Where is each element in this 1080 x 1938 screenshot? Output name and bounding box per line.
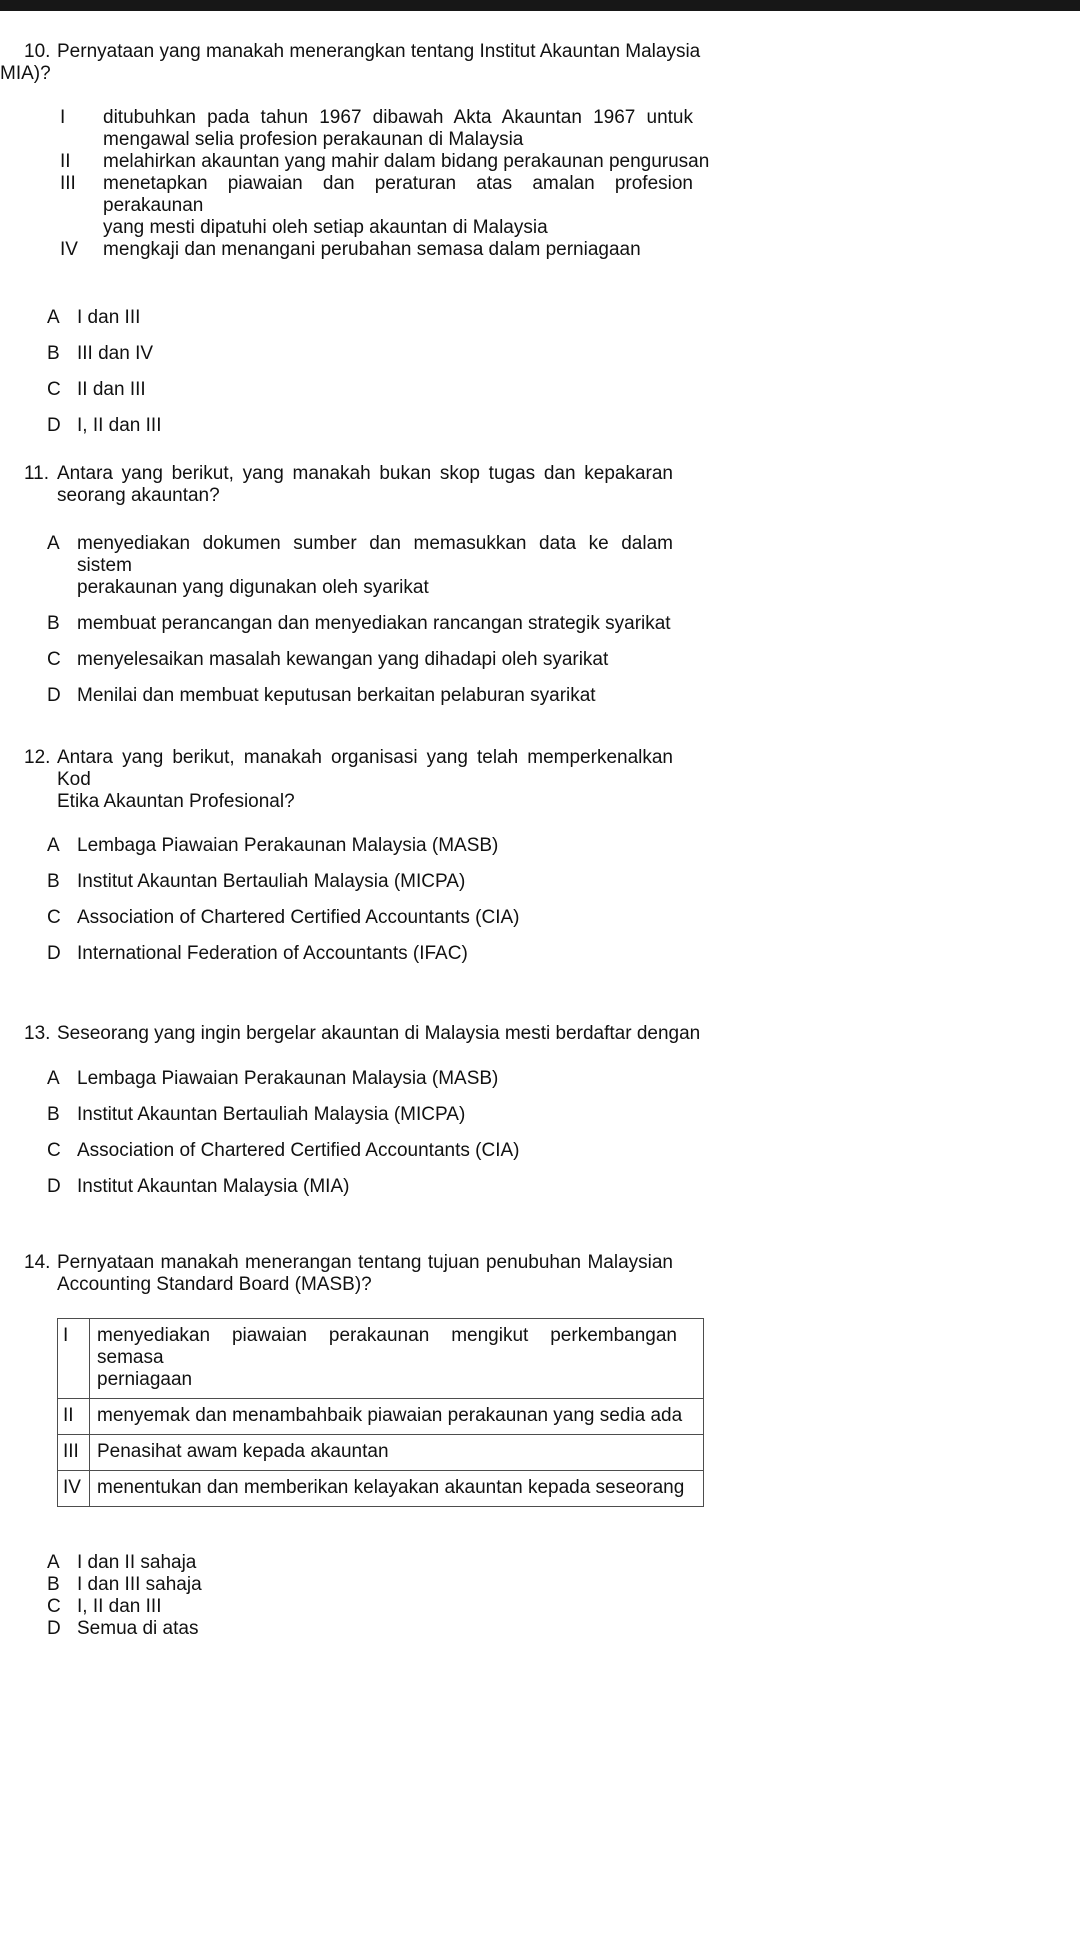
option-text xyxy=(77,835,673,857)
statement-text-line: yang mesti dipatuhi oleh setiap akauntan di Malaysia xyxy=(103,217,548,238)
question-text xyxy=(57,463,673,507)
option-text-line: II dan III xyxy=(77,379,146,400)
question-text-line: Pernyataan yang manakah menerangkan tentang Institut Akauntan Malaysia xyxy=(57,41,701,62)
question-number: 10. xyxy=(24,41,51,62)
question-text-line: seorang akauntan? xyxy=(57,485,220,506)
statements-table xyxy=(57,1318,704,1507)
option-row xyxy=(47,1104,1080,1126)
options-list xyxy=(47,1552,1080,1640)
statement-text-line: menentukan dan memberikan kelayakan akauntan kepada seseorang xyxy=(97,1477,685,1498)
statement-text xyxy=(90,1435,704,1471)
option-letter: B xyxy=(47,871,60,892)
question-block xyxy=(24,1252,1080,1640)
option-row xyxy=(47,1618,1080,1640)
option-letter: B xyxy=(47,1574,60,1595)
statement-text-line: perniagaan xyxy=(97,1369,193,1390)
option-row xyxy=(47,871,1080,893)
question-header xyxy=(24,463,1080,507)
statement-text-line: ditubuhkan pada tahun 1967 dibawah Akta Akauntan 1967 untuk xyxy=(103,107,693,128)
question-number: 11. xyxy=(24,463,50,484)
option-text xyxy=(77,533,673,599)
question-text-line: Antara yang berikut, manakah organisasi yang telah memperkenalkan Kod xyxy=(57,747,673,790)
option-text-line: Menilai dan membuat keputusan berkaitan pelaburan syarikat xyxy=(77,685,596,706)
option-letter: C xyxy=(47,1596,61,1617)
option-row xyxy=(47,1596,1080,1618)
question-text xyxy=(57,41,701,63)
statement-numeral: II xyxy=(58,1399,90,1435)
question-header xyxy=(24,1252,1080,1296)
statement-text xyxy=(103,173,693,239)
option-text xyxy=(77,379,673,401)
option-text xyxy=(77,649,673,671)
question-text xyxy=(57,1252,673,1296)
option-text-line: Semua di atas xyxy=(77,1618,199,1639)
statement-text-line: menetapkan piawaian dan peraturan atas amalan profesion perakaunan xyxy=(103,173,693,216)
statement-row xyxy=(60,151,1080,173)
option-text-line: menyelesaikan masalah kewangan yang dihadapi oleh syarikat xyxy=(77,649,609,670)
question-block xyxy=(24,463,1080,707)
statement-text xyxy=(90,1471,704,1507)
option-text xyxy=(77,613,673,635)
question-header xyxy=(24,747,1080,813)
option-letter: A xyxy=(47,533,60,554)
statement-text xyxy=(103,239,693,261)
questions-area xyxy=(0,11,1080,1640)
statement-text xyxy=(103,151,710,173)
statements-table-row xyxy=(58,1471,704,1507)
option-text xyxy=(77,343,673,365)
option-row xyxy=(47,649,1080,671)
statement-text xyxy=(90,1399,704,1435)
statements-table-row xyxy=(58,1319,704,1399)
option-letter: C xyxy=(47,379,61,400)
option-row xyxy=(47,379,1080,401)
option-row xyxy=(47,943,1080,965)
option-text xyxy=(77,1574,673,1596)
options-list xyxy=(47,1068,1080,1198)
option-row xyxy=(47,307,1080,329)
statements-list xyxy=(60,107,1080,261)
option-letter: C xyxy=(47,1140,61,1161)
statement-text xyxy=(103,107,693,151)
statement-numeral: IV xyxy=(58,1471,90,1507)
options-list xyxy=(47,835,1080,965)
option-row xyxy=(47,685,1080,707)
question-text-line: Accounting Standard Board (MASB)? xyxy=(57,1274,372,1295)
option-row xyxy=(47,1140,1080,1162)
question-number: 14. xyxy=(24,1252,51,1273)
option-text-line: perakaunan yang digunakan oleh syarikat xyxy=(77,577,429,598)
options-list xyxy=(47,533,1080,707)
option-text-line: International Federation of Accountants (IFAC) xyxy=(77,943,468,964)
option-text xyxy=(77,871,673,893)
option-text-line: I dan II sahaja xyxy=(77,1552,197,1573)
option-letter: B xyxy=(47,1104,60,1125)
statement-text-line: menyemak dan menambahbaik piawaian perakaunan yang sedia ada xyxy=(97,1405,683,1426)
option-text xyxy=(77,943,673,965)
option-letter: D xyxy=(47,1176,61,1197)
option-text xyxy=(77,1140,673,1162)
option-text-line: Association of Chartered Certified Accountants (CIA) xyxy=(77,1140,520,1161)
question-text-line: Seseorang yang ingin bergelar akauntan di Malaysia mesti berdaftar dengan xyxy=(57,1023,701,1044)
statement-text-line: menyediakan piawaian perakaunan mengikut perkembangan semasa xyxy=(97,1325,677,1368)
question-block xyxy=(24,747,1080,965)
option-text-line: Lembaga Piawaian Perakaunan Malaysia (MASB) xyxy=(77,835,499,856)
option-text-line: I, II dan III xyxy=(77,1596,162,1617)
question-text xyxy=(57,747,673,813)
question-header xyxy=(24,41,1080,63)
option-text xyxy=(77,1176,673,1198)
option-text xyxy=(77,1618,673,1640)
statement-row xyxy=(60,107,1080,151)
option-text-line: III dan IV xyxy=(77,343,154,364)
statement-text xyxy=(90,1319,704,1399)
option-letter: B xyxy=(47,343,60,364)
statement-numeral: I xyxy=(58,1319,90,1399)
option-text-line: Lembaga Piawaian Perakaunan Malaysia (MASB) xyxy=(77,1068,499,1089)
option-letter: A xyxy=(47,1552,60,1573)
statement-numeral: IV xyxy=(60,239,78,260)
statement-text-line: melahirkan akauntan yang mahir dalam bidang perakaunan pengurusan xyxy=(103,151,710,172)
option-row xyxy=(47,1068,1080,1090)
statement-numeral: III xyxy=(58,1435,90,1471)
option-letter: A xyxy=(47,1068,60,1089)
question-text-line: Etika Akauntan Profesional? xyxy=(57,791,295,812)
option-row xyxy=(47,1574,1080,1596)
option-text xyxy=(77,1552,673,1574)
question-header xyxy=(24,1023,1080,1045)
option-row xyxy=(47,613,1080,635)
option-letter: D xyxy=(47,1618,61,1639)
question-text-line: Pernyataan manakah menerangan tentang tujuan penubuhan Malaysian xyxy=(57,1252,673,1273)
option-text xyxy=(77,415,673,437)
question-block xyxy=(24,1023,1080,1198)
statement-numeral: I xyxy=(60,107,66,128)
option-row xyxy=(47,1176,1080,1198)
option-letter: A xyxy=(47,307,60,328)
option-row xyxy=(47,907,1080,929)
statement-row xyxy=(60,239,1080,261)
option-letter: C xyxy=(47,907,61,928)
option-text xyxy=(77,685,673,707)
top-bar xyxy=(0,0,1080,11)
statement-text-line: Penasihat awam kepada akauntan xyxy=(97,1441,389,1462)
option-text-line: I, II dan III xyxy=(77,415,162,436)
statement-numeral: II xyxy=(60,151,71,172)
option-letter: A xyxy=(47,835,60,856)
statement-text-line: mengawal selia profesion perakaunan di Malaysia xyxy=(103,129,524,150)
statements-table-row xyxy=(58,1435,704,1471)
option-text-line: Institut Akauntan Bertauliah Malaysia (MICPA) xyxy=(77,1104,466,1125)
statement-text-line: mengkaji dan menangani perubahan semasa dalam perniagaan xyxy=(103,239,641,260)
option-text-line: menyediakan dokumen sumber dan memasukkan data ke dalam sistem xyxy=(77,533,673,576)
option-text-line: Institut Akauntan Malaysia (MIA) xyxy=(77,1176,350,1197)
option-text xyxy=(77,1104,673,1126)
option-row xyxy=(47,1552,1080,1574)
options-list xyxy=(47,307,1080,437)
question-block xyxy=(0,41,1080,437)
statements-table-row xyxy=(58,1399,704,1435)
option-letter: B xyxy=(47,613,60,634)
option-text xyxy=(77,907,673,929)
option-row xyxy=(47,343,1080,365)
option-letter: D xyxy=(47,685,61,706)
option-text xyxy=(77,307,673,329)
option-row xyxy=(47,835,1080,857)
question-text-line: Antara yang berikut, yang manakah bukan skop tugas dan kepakaran xyxy=(57,463,673,484)
option-text-line: membuat perancangan dan menyediakan rancangan strategik syarikat xyxy=(77,613,671,634)
statement-row xyxy=(60,173,1080,239)
option-row xyxy=(47,415,1080,437)
option-text-line: Association of Chartered Certified Accountants (CIA) xyxy=(77,907,520,928)
option-text-line: Institut Akauntan Bertauliah Malaysia (MICPA) xyxy=(77,871,466,892)
statement-numeral: III xyxy=(60,173,76,194)
option-text xyxy=(77,1068,673,1090)
option-letter: C xyxy=(47,649,61,670)
question-number: 13. xyxy=(24,1023,51,1044)
question-number: 12. xyxy=(24,747,51,768)
option-text-line: I dan III xyxy=(77,307,141,328)
option-text xyxy=(77,1596,673,1618)
option-text-line: I dan III sahaja xyxy=(77,1574,202,1595)
option-letter: D xyxy=(47,415,61,436)
option-letter: D xyxy=(47,943,61,964)
option-row xyxy=(47,533,1080,599)
question-text xyxy=(57,1023,701,1045)
question-overflow-line: MIA)? xyxy=(0,63,51,84)
